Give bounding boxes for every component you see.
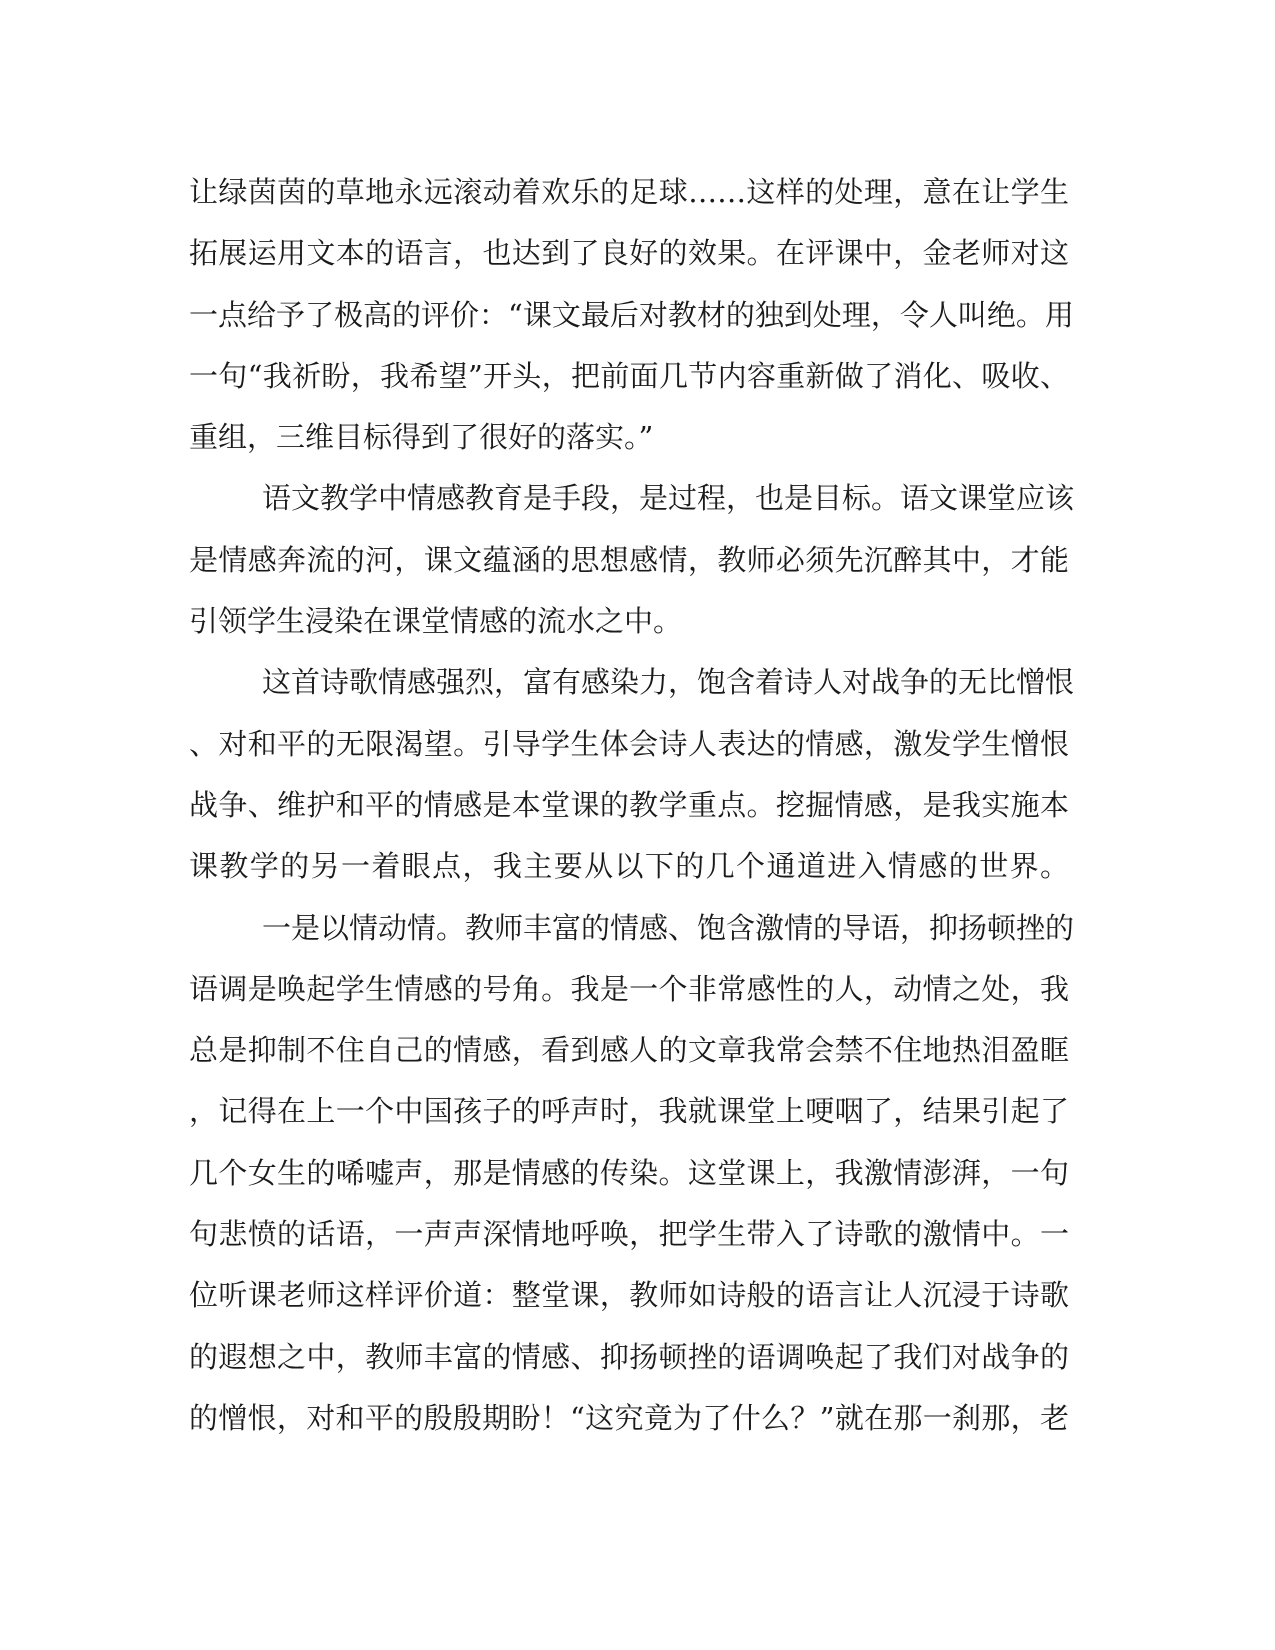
text-line: 课教学的另一着眼点，我主要从以下的几个通道进入情感的世界。 <box>189 849 1069 884</box>
text-line: 引领学生浸染在课堂情感的流水之中。 <box>189 604 683 639</box>
text-line: 是情感奔流的河，课文蕴涵的思想感情，教师必须先沉醉其中，才能 <box>189 542 1069 577</box>
text-line: 让绿茵茵的草地永远滚动着欢乐的足球……这样的处理，意在让学生 <box>189 175 1069 209</box>
text-line: 、对和平的无限渴望。引导学生体会诗人表达的情感，激发学生憎恨 <box>189 726 1069 761</box>
text-line: 的憎恨，对和平的殷殷期盼！“这究竟为了什么？”就在那一刹那，老 <box>189 1400 1069 1435</box>
text-line: 战争、维护和平的情感是本堂课的教学重点。挖掘情感，是我实施本 <box>189 787 1069 822</box>
body-text <box>189 162 1075 1449</box>
text-line: 句悲愤的话语，一声声深情地呼唤，把学生带入了诗歌的激情中。一 <box>189 1217 1069 1252</box>
text-line: 语调是唤起学生情感的号角。我是一个非常感性的人，动情之处，我 <box>189 971 1069 1006</box>
text-line: 总是抑制不住自己的情感，看到感人的文章我常会禁不住地热泪盈眶 <box>189 1033 1069 1068</box>
text-line: ，记得在上一个中国孩子的呼声时，我就课堂上哽咽了，结果引起了 <box>189 1094 1069 1129</box>
paragraph-first-line: 语文教学中情感教育是手段，是过程，也是目标。语文课堂应该 <box>262 481 1075 516</box>
text-line: 重组，三维目标得到了很好的落实。” <box>189 420 654 455</box>
paragraph-first-line: 这首诗歌情感强烈，富有感染力，饱含着诗人对战争的无比憎恨 <box>262 665 1075 700</box>
text-line: 一句“我祈盼，我希望”开头，把前面几节内容重新做了消化、吸收、 <box>189 358 1069 393</box>
text-line: 几个女生的唏嘘声，那是情感的传染。这堂课上，我激情澎湃，一句 <box>189 1155 1069 1190</box>
text-line: 一点给予了极高的评价：“课文最后对教材的独到处理，令人叫绝。用 <box>189 297 1074 332</box>
text-line: 拓展运用文本的语言，也达到了良好的效果。在评课中，金老师对这 <box>189 236 1069 271</box>
text-line: 的遐想之中，教师丰富的情感、抑扬顿挫的语调唤起了我们对战争的 <box>189 1339 1069 1374</box>
text-line: 位听课老师这样评价道：整堂课，教师如诗般的语言让人沉浸于诗歌 <box>189 1278 1069 1313</box>
paragraph-first-line: 一是以情动情。教师丰富的情感、饱含激情的导语，抑扬顿挫的 <box>262 910 1075 945</box>
